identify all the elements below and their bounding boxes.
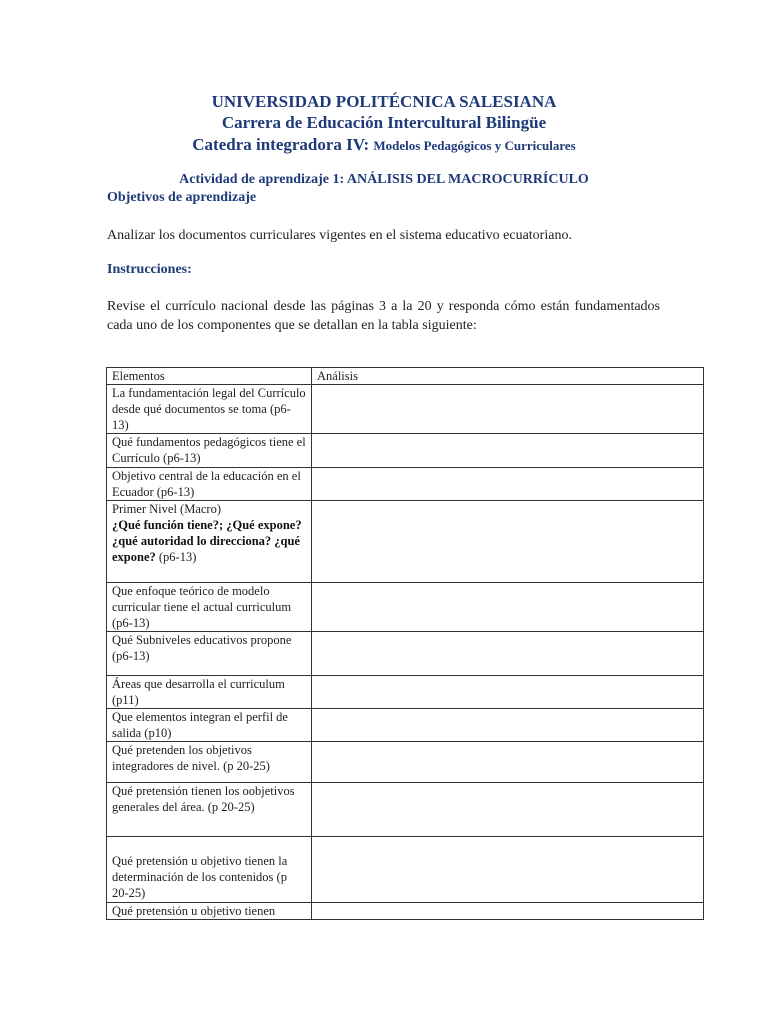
row-element: Qué pretensión u objetivo tienen la determinación de los contenidos (p 20-25) <box>107 837 312 903</box>
objectives-heading: Objetivos de aprendizaje <box>107 190 257 205</box>
row-analysis-cell[interactable] <box>312 676 704 709</box>
row-analysis-cell[interactable] <box>312 468 704 501</box>
row-element-pages: (p6-13) <box>155 550 197 564</box>
table-row <box>107 903 704 920</box>
row-analysis-cell[interactable] <box>312 837 704 903</box>
instructions-heading: Instrucciones: <box>107 262 192 277</box>
row-element: Qué pretensión tienen los oobjetivos generales del área. (p 20-25) <box>107 783 312 837</box>
row-analysis-cell[interactable] <box>312 434 704 468</box>
row-element: Áreas que desarrolla el curriculum (p11) <box>107 676 312 709</box>
header-elementos: Elementos <box>107 368 312 385</box>
elements-table <box>106 367 704 920</box>
row-element <box>107 501 312 583</box>
row-element: Qué pretensión u objetivo tienen <box>107 903 312 920</box>
objective-text: Analizar los documentos curriculares vigentes en el sistema educativo ecuatoriano. <box>107 228 572 243</box>
table-row <box>107 583 704 632</box>
table-row <box>107 385 704 434</box>
table-row <box>107 501 704 583</box>
course-name: Modelos Pedagógicos y Curriculares <box>373 138 576 153</box>
row-element: Que elementos integran el perfil de salida (p10) <box>107 709 312 742</box>
row-analysis-cell[interactable] <box>312 385 704 434</box>
row-analysis-cell[interactable] <box>312 583 704 632</box>
instructions-text: Revise el currículo nacional desde las páginas 3 a la 20 y responda cómo están fundamentados cada uno de los componentes que se detallan en la tabla siguiente: <box>107 299 660 333</box>
row-analysis-cell[interactable] <box>312 742 704 783</box>
career-title: Carrera de Educación Intercultural Bilingüe <box>221 113 547 132</box>
course-prefix: Catedra integradora IV: <box>192 135 370 154</box>
row-analysis-cell[interactable] <box>312 903 704 920</box>
table-row <box>107 783 704 837</box>
row-element: Qué fundamentos pedagógicos tiene el Currículo (p6-13) <box>107 434 312 468</box>
row-element: Que enfoque teórico de modelo curricular tiene el actual curriculum (p6-13) <box>107 583 312 632</box>
table-row <box>107 434 704 468</box>
table-row <box>107 468 704 501</box>
row-element: Qué pretenden los objetivos integradores de nivel. (p 20-25) <box>107 742 312 783</box>
row-analysis-cell[interactable] <box>312 632 704 676</box>
row-analysis-cell[interactable] <box>312 501 704 583</box>
row-element: Objetivo central de la educación en el Ecuador (p6-13) <box>107 468 312 501</box>
row-element: Qué Subniveles educativos propone (p6-13) <box>107 632 312 676</box>
table-row <box>107 632 704 676</box>
university-title: UNIVERSIDAD POLITÉCNICA SALESIANA <box>211 92 557 111</box>
header-analisis: Análisis <box>312 368 704 385</box>
course-title <box>0 135 768 155</box>
row-analysis-cell[interactable] <box>312 709 704 742</box>
table-row <box>107 709 704 742</box>
activity-title: Actividad de aprendizaje 1: ANÁLISIS DEL MACROCURRÍCULO <box>179 172 589 187</box>
row-element-text: Primer Nivel (Macro) <box>112 502 221 516</box>
table-row <box>107 676 704 709</box>
row-element-questions: ¿Qué función tiene?; ¿Qué expone? ¿qué autoridad lo direcciona? ¿qué expone? <box>112 518 302 564</box>
table-row <box>107 742 704 783</box>
table-row <box>107 837 704 903</box>
row-element: La fundamentación legal del Currículo desde qué documentos se toma (p6-13) <box>107 385 312 434</box>
table-header-row <box>107 368 704 385</box>
row-analysis-cell[interactable] <box>312 783 704 837</box>
